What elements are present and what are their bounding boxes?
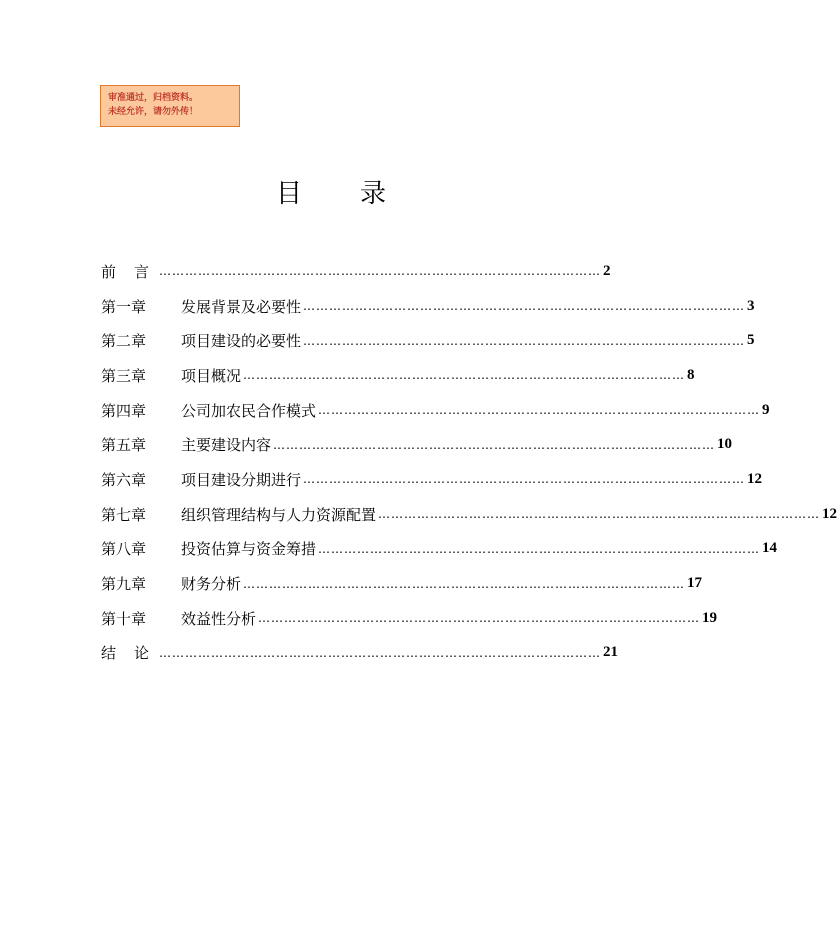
toc-chapter: 第四章 — [101, 401, 147, 420]
toc-title: 组织管理结构与人力资源配置 — [181, 505, 377, 524]
toc-row-chapter-1[interactable] — [101, 289, 755, 324]
toc-leader-dots: ………………………………………………………………………………………… — [258, 611, 701, 626]
toc-row-chapter-2[interactable] — [101, 323, 755, 358]
toc-page-number: 21 — [603, 644, 618, 661]
toc-row-chapter-6[interactable] — [101, 462, 763, 497]
toc-title: 发展背景及必要性 — [181, 297, 302, 316]
toc-row-chapter-4[interactable] — [101, 393, 770, 428]
toc-chapter: 结论 — [101, 644, 168, 663]
toc-row-chapter-5[interactable] — [101, 427, 733, 462]
toc-row-chapter-9[interactable] — [101, 566, 703, 601]
toc-chapter: 第十章 — [101, 609, 147, 628]
toc-page-number: 10 — [717, 436, 733, 453]
toc-chapter: 前言 — [101, 262, 168, 281]
toc-page-number: 12 — [747, 470, 763, 487]
toc-leader-dots: ………………………………………………………………………………………… — [303, 333, 746, 348]
toc-row-chapter-10[interactable] — [101, 601, 718, 636]
toc-title: 财务分析 — [181, 575, 242, 594]
toc-page-number: 9 — [762, 401, 770, 418]
toc-chapter: 第六章 — [101, 470, 147, 489]
toc-page-number: 17 — [687, 575, 703, 592]
toc-chapter: 第五章 — [101, 436, 147, 455]
toc-leader-dots: ………………………………………………………………………………………… — [159, 264, 601, 279]
title-char-1: 目 — [276, 179, 303, 209]
toc-page-number: 12 — [822, 505, 837, 522]
toc-chapter: 第九章 — [101, 575, 147, 594]
toc-row-chapter-7[interactable] — [101, 497, 837, 532]
toc-leader-dots: ………………………………………………………………………………………… — [243, 576, 686, 591]
toc-leader-dots: ………………………………………………………………………………………… — [318, 541, 761, 556]
toc-title: 主要建设内容 — [181, 436, 272, 455]
toc-page-number: 19 — [702, 609, 718, 626]
toc-page-number: 5 — [747, 332, 755, 349]
toc-title: 效益性分析 — [181, 609, 257, 628]
toc-title: 公司加农民合作模式 — [181, 401, 317, 420]
toc-leader-dots: ………………………………………………………………………………………… — [243, 368, 686, 383]
toc-chapter: 第三章 — [101, 366, 147, 385]
toc-chapter: 第一章 — [101, 297, 147, 316]
toc-chapter: 第七章 — [101, 505, 147, 524]
confidential-notice-stamp — [100, 85, 240, 127]
toc-page-number: 14 — [762, 540, 778, 557]
toc-row-chapter-8[interactable] — [101, 532, 778, 567]
toc-page-number: 3 — [747, 297, 755, 314]
toc-title: 项目建设的必要性 — [181, 332, 302, 351]
toc-chapter: 第八章 — [101, 540, 147, 559]
toc-leader-dots: ………………………………………………………………………………………… — [378, 507, 821, 522]
toc-leader-dots: ………………………………………………………………………………………… — [318, 403, 761, 418]
toc-page-number: 8 — [687, 366, 695, 383]
toc-leader-dots: ………………………………………………………………………………………… — [273, 437, 716, 452]
notice-line-1: 审准通过，归档资料。 — [108, 93, 199, 103]
toc-row-chapter-3[interactable] — [101, 358, 695, 393]
toc-page-number: 2 — [603, 262, 611, 279]
toc-row-preface[interactable] — [101, 254, 611, 289]
table-of-contents — [101, 254, 837, 670]
toc-leader-dots: ………………………………………………………………………………………… — [159, 645, 601, 660]
toc-title: 项目概况 — [181, 366, 242, 385]
toc-leader-dots: ………………………………………………………………………………………… — [303, 299, 746, 314]
toc-title: 项目建设分期进行 — [181, 470, 302, 489]
toc-title: 投资估算与资金筹措 — [181, 540, 317, 559]
page-title — [0, 174, 662, 214]
title-char-2: 录 — [360, 179, 387, 209]
toc-row-conclusion[interactable] — [101, 636, 618, 671]
notice-line-2: 未经允许，请勿外传！ — [108, 107, 199, 117]
toc-chapter: 第二章 — [101, 332, 147, 351]
toc-leader-dots: ………………………………………………………………………………………… — [303, 472, 746, 487]
